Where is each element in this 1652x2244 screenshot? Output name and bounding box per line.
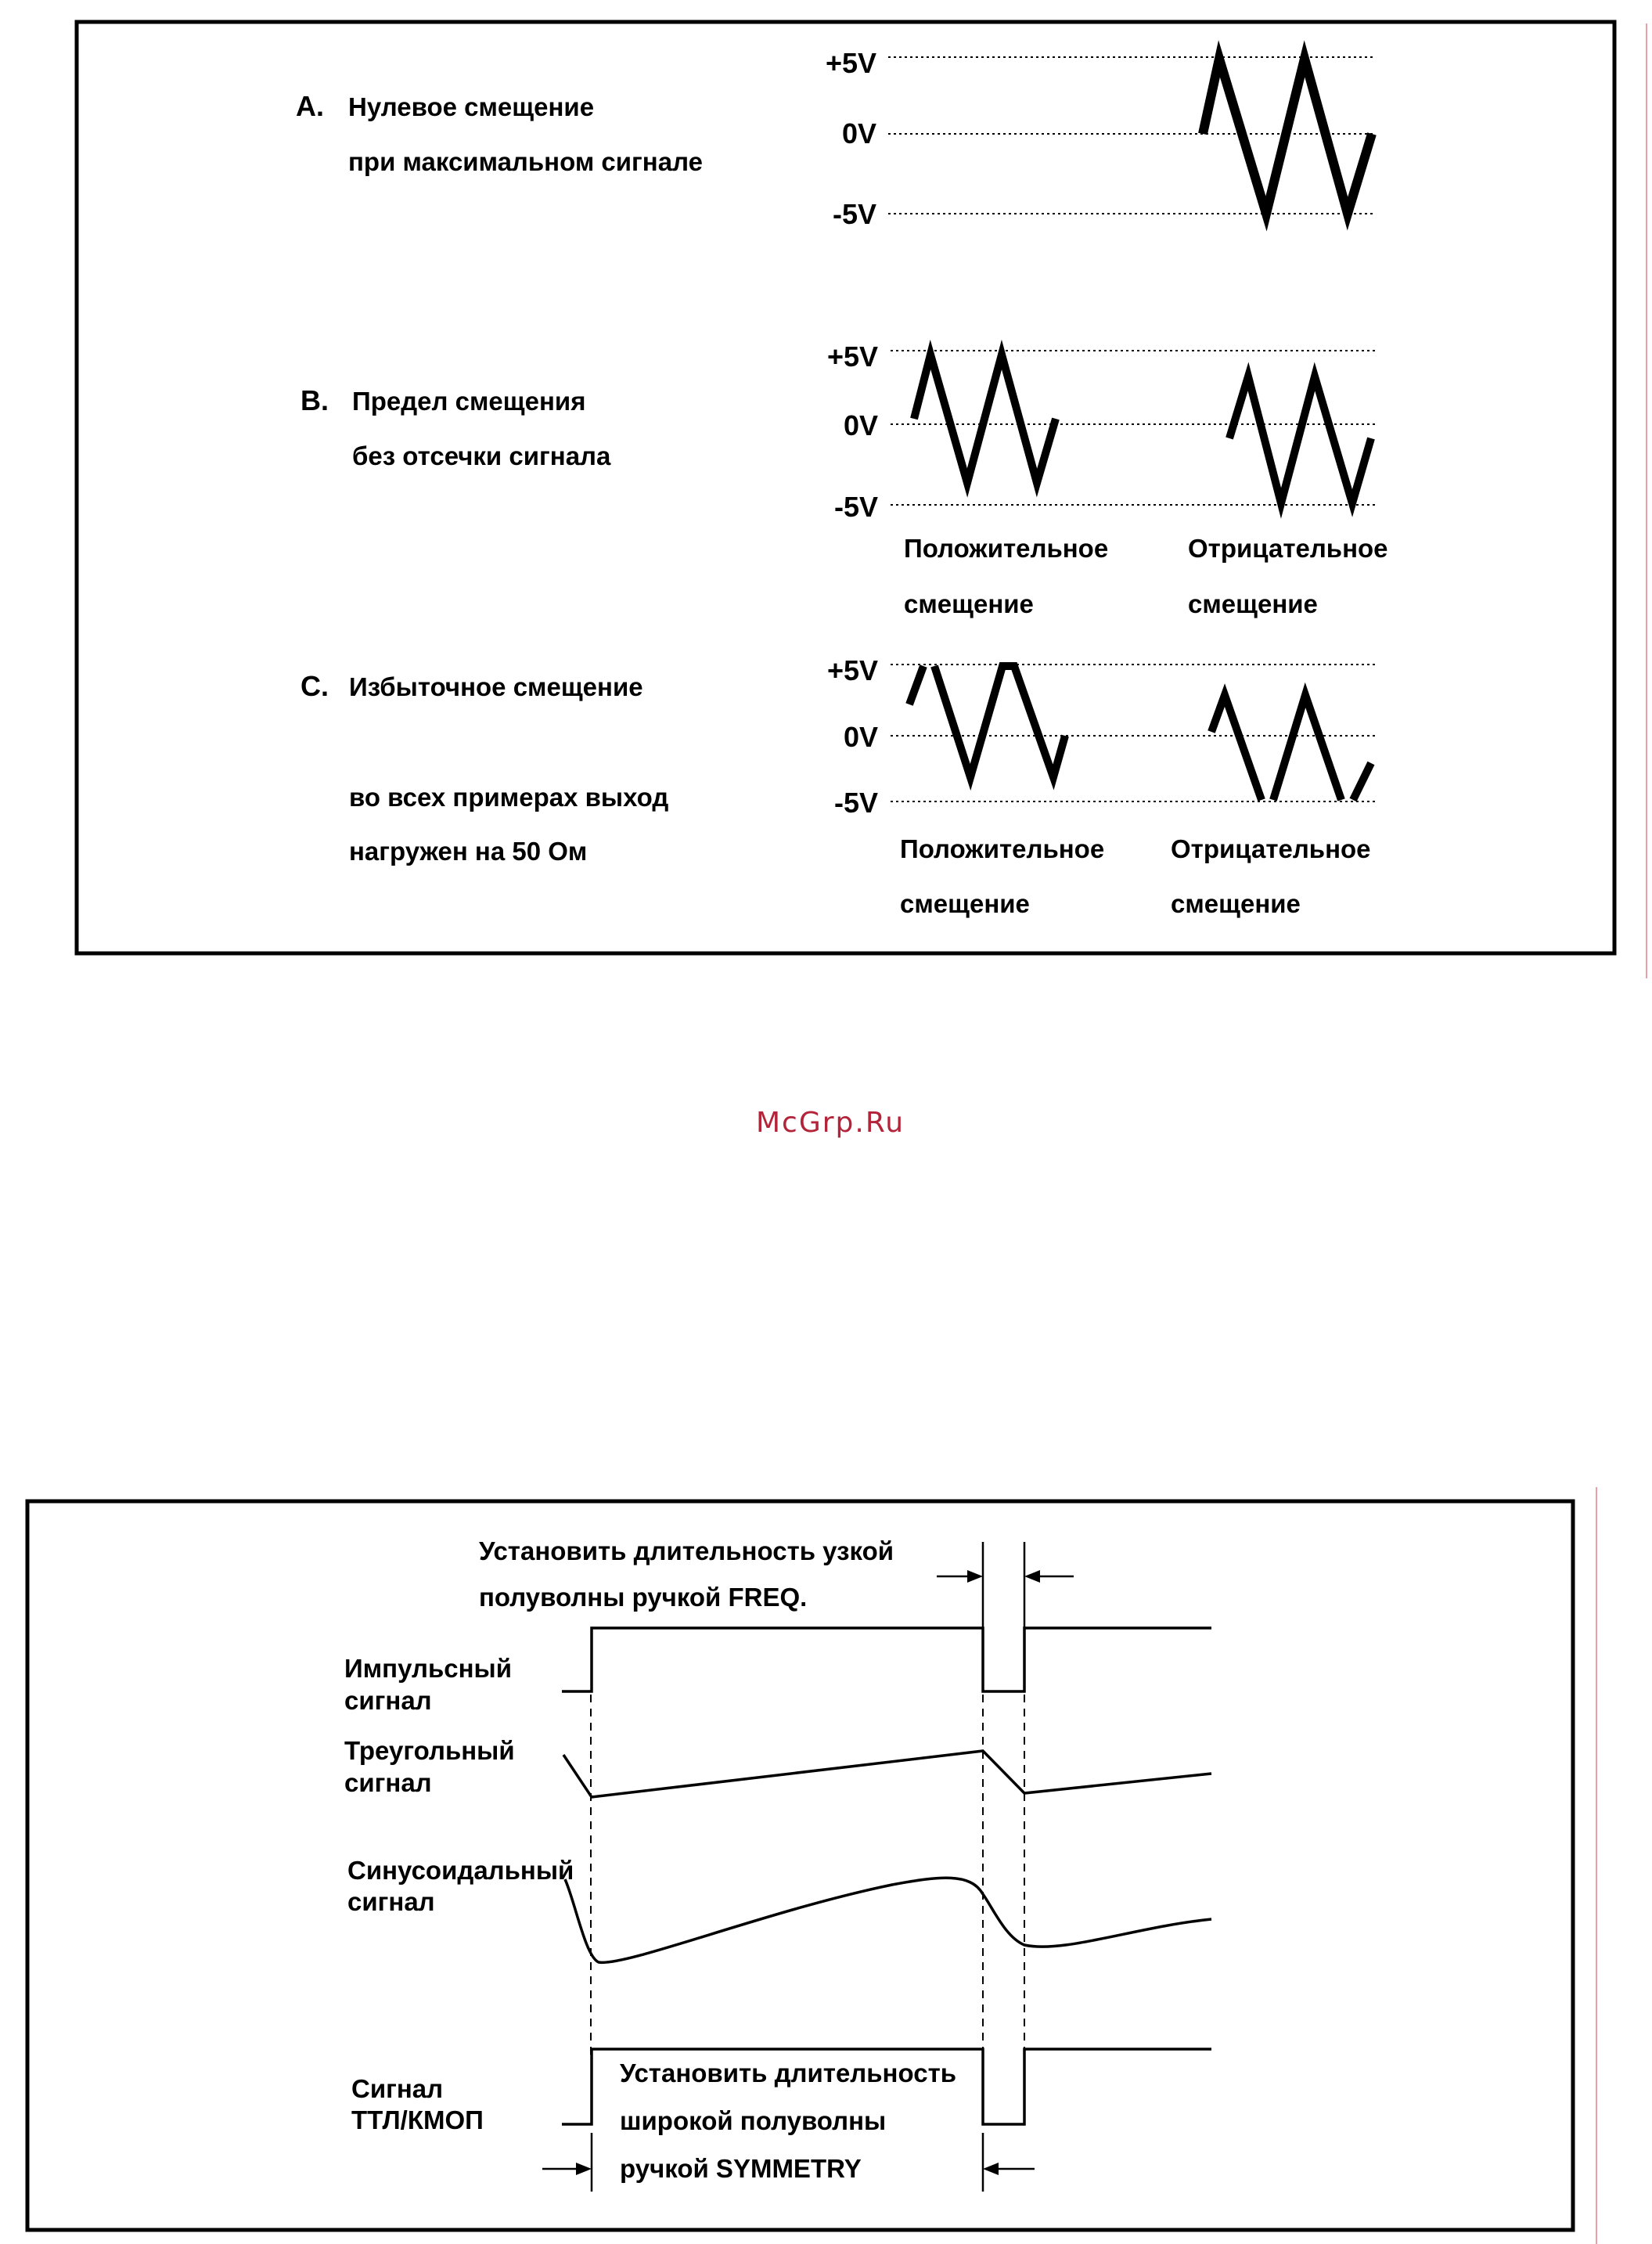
symmetry-note-line-2: широкой полуволны <box>620 2106 887 2135</box>
case-b-level-zero: 0V <box>843 409 878 441</box>
case-c-positive-label-1: Положительное <box>900 834 1105 863</box>
case-c-negative-label-1: Отрицательное <box>1171 834 1371 863</box>
freq-note-line-1: Установить длительность узкой <box>479 1536 894 1565</box>
case-c-level-plus5: +5V <box>826 654 878 686</box>
case-c-title: Избыточное смещение <box>349 672 643 701</box>
ttl-label-2: ТТЛ/КМОП <box>351 2105 484 2134</box>
case-b-title: Предел смещения <box>352 387 586 416</box>
symmetry-note-line-3: ручкой SYMMETRY <box>620 2154 862 2183</box>
case-c-grid <box>891 665 1375 801</box>
case-c-positive-wave <box>909 666 1065 777</box>
case-a-triangle-wave <box>1203 59 1372 214</box>
case-a-title: Нулевое смещение <box>348 92 595 121</box>
case-b-negative-label-2: смещение <box>1188 589 1318 618</box>
sine-waveform <box>565 1878 1211 1962</box>
case-c-positive-label-2: смещение <box>900 889 1030 918</box>
case-b-negative-wave <box>1229 376 1371 503</box>
case-a <box>296 47 1375 230</box>
case-b-positive-label-1: Положительное <box>904 534 1109 563</box>
case-b-negative-label-1: Отрицательное <box>1188 534 1388 563</box>
watermark-text: McGrp.Ru <box>755 1107 905 1139</box>
case-b <box>301 340 1388 618</box>
case-a-level-plus5: +5V <box>825 47 876 79</box>
pulse-label-2: сигнал <box>344 1686 432 1715</box>
triangle-label-1: Треугольный <box>344 1736 515 1765</box>
case-b-level-minus5: -5V <box>833 491 878 523</box>
narrow-width-marker <box>937 1542 1074 1628</box>
case-a-level-minus5: -5V <box>832 198 876 230</box>
case-c-level-minus5: -5V <box>833 787 878 819</box>
ttl-label-1: Сигнал <box>351 2074 444 2103</box>
case-c-level-zero: 0V <box>843 721 878 753</box>
case-b-subtitle: без отсечки сигнала <box>352 441 611 470</box>
symmetry-note-line-1: Установить длительность <box>620 2059 957 2087</box>
dc-offset-figure <box>77 22 1614 953</box>
sine-label-2: сигнал <box>347 1887 435 1916</box>
case-a-subtitle: при максимальном сигнале <box>348 147 703 176</box>
case-b-positive-label-2: смещение <box>904 589 1034 618</box>
transition-guides <box>591 1695 1024 2059</box>
freq-note-line-2: полуволны ручкой FREQ. <box>479 1583 808 1612</box>
case-b-positive-wave <box>914 355 1056 483</box>
triangle-waveform <box>563 1751 1211 1797</box>
case-c-negative-label-2: смещение <box>1171 889 1301 918</box>
case-c-negative-wave <box>1211 695 1371 800</box>
triangle-label-2: сигнал <box>344 1768 432 1797</box>
case-b-level-plus5: +5V <box>826 340 878 373</box>
load-note-line-2: нагружен на 50 Ом <box>349 837 588 866</box>
sine-label-1: Синусоидальный <box>347 1856 574 1885</box>
pulse-waveform <box>562 1628 1211 1691</box>
case-c-letter: C. <box>301 670 329 702</box>
case-a-level-zero: 0V <box>841 117 876 149</box>
symmetry-timing-figure <box>27 1501 1573 2230</box>
load-note-line-1: во всех примерах выход <box>349 783 669 812</box>
pulse-label-1: Импульсный <box>344 1654 512 1683</box>
case-b-letter: B. <box>301 384 329 416</box>
case-a-letter: A. <box>296 90 324 122</box>
